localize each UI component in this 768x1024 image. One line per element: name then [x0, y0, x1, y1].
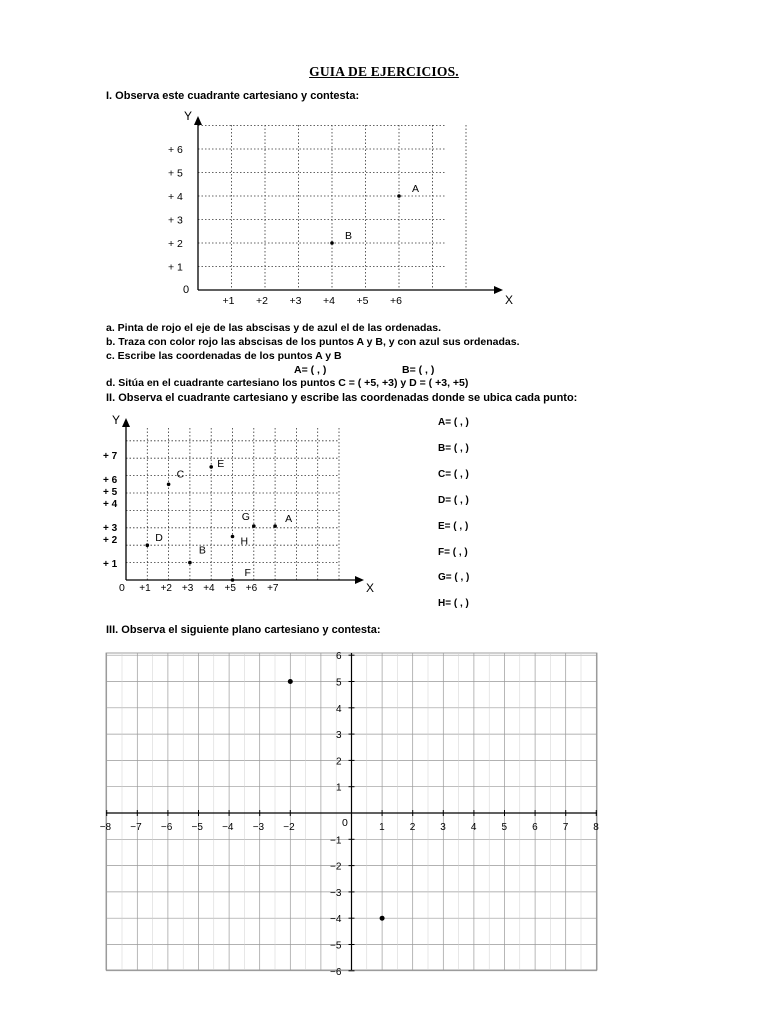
y-tick-label: + 1 [103, 559, 118, 570]
answer-h: H= ( , ) [438, 598, 469, 609]
y-tick-label: −2 [330, 861, 342, 873]
point-label-g: G [241, 511, 250, 524]
y-tick-label: −3 [330, 887, 342, 899]
x-tick-label: 7 [562, 822, 569, 833]
y-tick-label: 2 [336, 756, 342, 768]
x-tick-label: +6 [390, 295, 402, 307]
x-tick-label: +2 [160, 583, 173, 594]
question-d: d. Sitúa en el cuadrante cartesiano los puntos C = ( +5, +3) y D = ( +3, +5) [106, 377, 469, 389]
x-tick-label: +1 [222, 295, 235, 307]
x-tick-label: −3 [252, 822, 265, 833]
x-tick-label: −6 [160, 822, 173, 833]
y-tick-label: + 2 [103, 535, 118, 546]
x-axis-label: X [505, 293, 514, 307]
x-tick-label: +5 [356, 295, 369, 307]
point-label-b: B [345, 230, 353, 242]
question-a: a. Pinta de rojo el eje de las abscisas y de azul el de las ordenadas. [106, 322, 441, 334]
x-tick-label: +4 [323, 295, 335, 307]
y-tick-label: + 3 [103, 523, 118, 534]
x-tick-label: −5 [191, 822, 203, 833]
answer-c: C= ( , ) [438, 469, 469, 480]
y-tick-label: + 6 [168, 144, 183, 156]
section-2-heading: II. Observa el cuadrante cartesiano y escribe las coordenadas donde se ubica cada punto: [106, 392, 578, 404]
y-axis-label: Y [112, 413, 121, 427]
x-tick-label: +7 [267, 583, 279, 594]
point-label-b: B [198, 544, 206, 557]
x-tick-label: +5 [224, 583, 236, 594]
x-tick-label: 8 [593, 822, 599, 833]
y-tick-label: −1 [330, 835, 342, 847]
x-tick-label: −2 [283, 822, 295, 833]
plotted-point-1 [288, 679, 293, 684]
y-tick-label: −5 [330, 940, 342, 952]
x-tick-label: −4 [222, 822, 234, 833]
origin-label: 0 [183, 284, 190, 296]
y-tick-label: + 2 [168, 238, 183, 250]
section-3-heading: III. Observa el siguiente plano cartesiano y contesta: [106, 624, 381, 636]
y-tick-label: + 5 [103, 487, 118, 498]
x-tick-label: 5 [501, 822, 508, 833]
point-label-h: H [240, 535, 249, 548]
point-label-c: C [176, 468, 185, 481]
plotted-point-2 [380, 916, 385, 921]
x-tick-label: +3 [181, 583, 194, 594]
x-tick-label: −8 [99, 822, 112, 833]
y-tick-label: 1 [336, 782, 342, 794]
x-tick-label: 4 [470, 822, 477, 833]
x-tick-label: +1 [139, 583, 151, 594]
y-axis-label: Y [184, 109, 193, 123]
x-tick-label: +2 [256, 295, 268, 307]
answer-f: F= ( , ) [438, 547, 468, 558]
x-axis-label: X [366, 581, 375, 595]
point-label-e: E [217, 457, 225, 470]
y-tick-label: + 1 [168, 261, 183, 274]
answer-e: E= ( , ) [438, 521, 469, 532]
y-tick-label: 5 [336, 677, 342, 689]
y-tick-label: −6 [330, 966, 342, 978]
x-tick-label: 6 [532, 822, 538, 833]
point-label-a: A [412, 183, 420, 195]
x-tick-label: 3 [440, 822, 446, 833]
x-tick-label: +6 [245, 583, 258, 594]
point-label-d: D [155, 532, 163, 545]
x-tick-label: 2 [409, 822, 416, 833]
question-b: b. Traza con color rojo las abscisas de los puntos A y B, y con azul sus ordenadas. [106, 336, 520, 348]
y-tick-label: + 7 [103, 451, 118, 462]
answer-c-b: B= ( , ) [402, 364, 435, 376]
point-label-a: A [285, 513, 293, 526]
x-tick-label: +3 [289, 295, 302, 307]
point-label-f: F [244, 567, 251, 579]
y-tick-label: + 4 [103, 499, 118, 510]
answer-d: D= ( , ) [438, 495, 469, 506]
origin-label: 0 [119, 582, 125, 594]
y-tick-label: + 5 [168, 167, 183, 180]
x-tick-label: −7 [130, 822, 142, 833]
y-tick-label: 6 [336, 651, 342, 663]
page-title: GUIA DE EJERCICIOS. [309, 64, 459, 79]
x-tick-label: 1 [379, 822, 385, 833]
answer-a: A= ( , ) [438, 417, 469, 428]
origin-label: 0 [342, 817, 348, 829]
answer-g: G= ( , ) [438, 572, 470, 583]
y-tick-label: + 6 [103, 475, 118, 486]
y-tick-label: 4 [336, 703, 342, 715]
y-tick-label: + 4 [168, 191, 183, 203]
x-tick-label: +4 [203, 583, 215, 594]
answer-c-a: A= ( , ) [294, 364, 327, 376]
section-1-heading: I. Observa este cuadrante cartesiano y contesta: [106, 90, 360, 102]
question-c: c. Escribe las coordenadas de los puntos A y B [106, 350, 342, 362]
answer-b: B= ( , ) [438, 443, 469, 454]
y-tick-label: −4 [330, 914, 342, 926]
y-tick-label: + 3 [168, 214, 183, 227]
y-tick-label: 3 [336, 730, 342, 742]
